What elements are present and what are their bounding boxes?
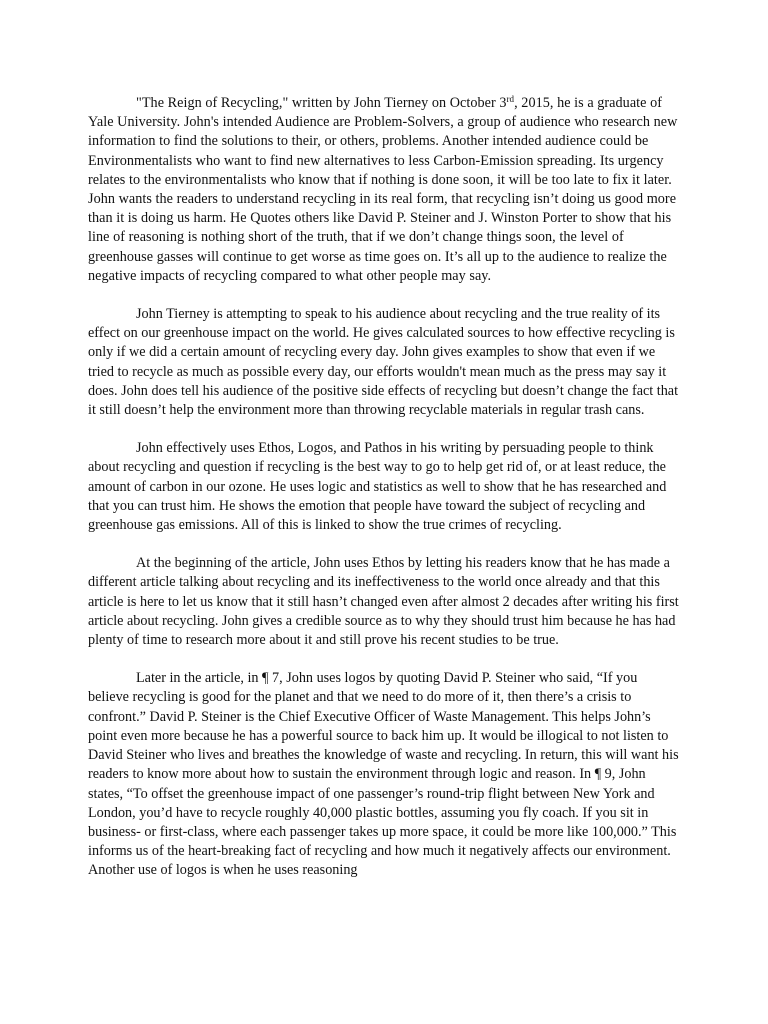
paragraph-1-text-end: , 2015, he is a graduate of Yale University. John's intended Audience are Problem-Solvers, a group of audience who research new information to find the solutions to their, or others, problems. Another intended audience could be Environmentalists who want to find new alternatives to less Carbon-Emission spreading. Its urgency relates to the environmentalists who know that if nothing is done soon, it will be too late to fix it later. John wants the readers to understand recycling in its real form, that recycling isn’t doing us good more than it is doing us harm. He Quotes others like David P. Steiner and J. Winston Porter to show that his line of reasoning is nothing short of the truth, that if we don’t change things soon, the level of greenhouse gasses will continue to get worse as time goes on. It’s all up to the audience to realize the negative impacts of recycling compared to what other people may say. <box>88 95 678 284</box>
paragraph-1-text-start: "The Reign of Recycling," written by John Tierney on October 3 <box>136 95 507 111</box>
paragraph-3: John effectively uses Ethos, Logos, and Pathos in his writing by persuading people to think about recycling and question if recycling is the best way to go to help get rid of, or at least reduce, the amount of carbon in our ozone. He uses logic and statistics as well to show that he has researched and that you can trust him. He shows the emotion that people have toward the subject of recycling and greenhouse gas emissions. All of this is linked to show the true crimes of recycling. <box>88 440 667 534</box>
paragraph-2: John Tierney is attempting to speak to his audience about recycling and the true reality of its effect on our greenhouse impact on the world. He gives calculated sources to how effective recycling is only if we did a certain amount of recycling every day. John gives examples to show that even if we tried to recycle as much as possible every day, our efforts wouldn't mean much as the press may say it does. John does tell his audience of the positive side effects of recycling but doesn’t change the fact that it still doesn’t help the environment more than throwing recyclable materials in regular trash cans. <box>88 306 679 419</box>
paragraph-1 <box>88 94 680 286</box>
paragraph-4: At the beginning of the article, John uses Ethos by letting his readers know that he has made a different article talking about recycling and its ineffectiveness to the world once already and that this article is here to let us know that it still hasn’t changed even after almost 2 decades after writing his first article about recycling. John gives a credible source as to why they should trust him because he has had plenty of time to research more about it and still prove his recent studies to be true. <box>88 555 679 649</box>
document-body <box>88 94 680 900</box>
date-ordinal-suffix: rd <box>506 94 515 104</box>
paragraph-5: Later in the article, in ¶ 7, John uses logos by quoting David P. Steiner who said, “If you believe recycling is good for the planet and that we need to do more of it, then there’s a crisis to confront.” David P. Steiner is the Chief Executive Officer of Waste Management. This helps John’s point even more because he has a powerful source to back him up. It would be illogical to not listen to David Steiner who lives and breathes the knowledge of waste and recycling. In return, this will want his readers to know more about how to sustain the environment through logic and reason. In ¶ 9, John states, “To offset the greenhouse impact of one passenger’s round-trip flight between New York and London, you’d have to recycle roughly 40,000 plastic bottles, assuming you fly coach. If you sit in business- or first-class, where each passenger takes up more space, it could be more like 100,000.” This informs us of the heart-breaking fact of recycling and how much it negatively affects our environment. Another use of logos is when he uses reasoning <box>88 670 679 879</box>
